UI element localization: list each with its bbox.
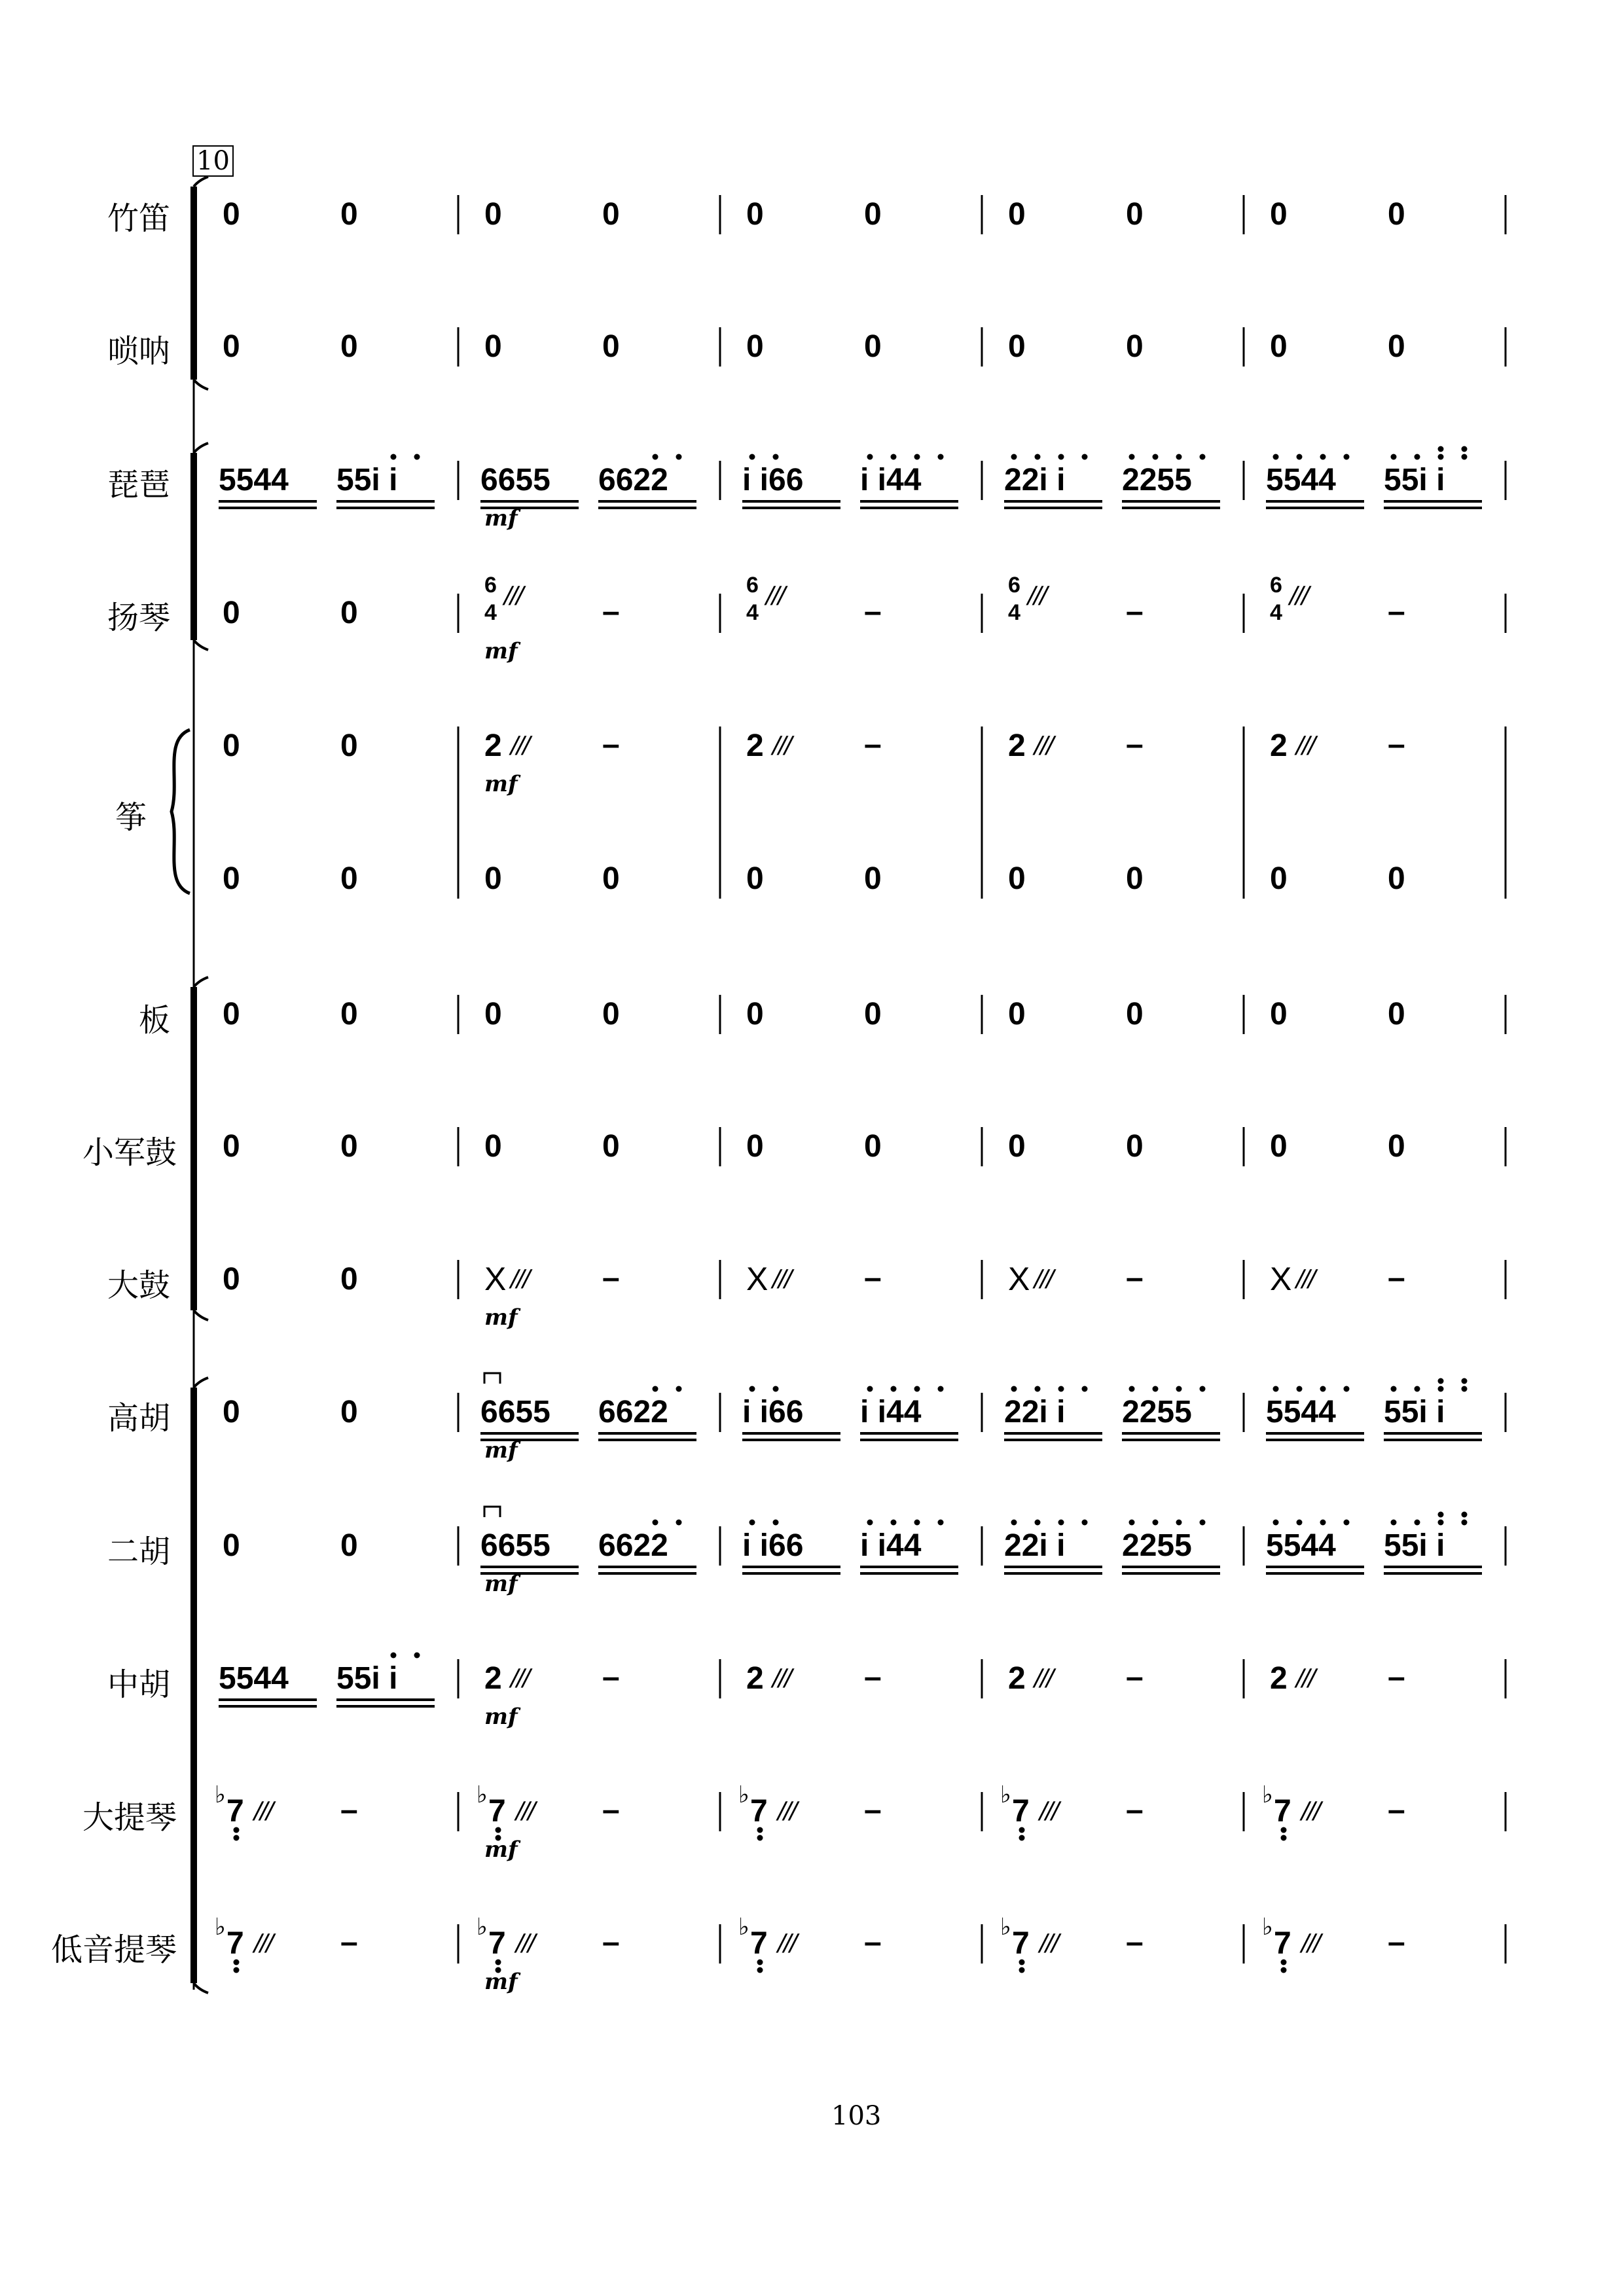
dizi-m2-b2: 0 xyxy=(602,197,620,232)
instrument-label-double-bass: 低音提琴 xyxy=(50,1931,177,1968)
gaohu-m5-g1: 5544 xyxy=(1266,1395,1336,1429)
cello-m1-flat: ♭ xyxy=(215,1782,226,1808)
double-bass-m1-note: 7 xyxy=(226,1926,244,1961)
suona-m3-b2: 0 xyxy=(864,329,882,364)
double-bass-m4-tremolo: /// xyxy=(1039,1929,1058,1956)
cello-m2-dash: – xyxy=(602,1793,620,1827)
double-bass-m4-dash: – xyxy=(1126,1925,1144,1960)
double-bass-m5-flat: ♭ xyxy=(1262,1914,1273,1941)
yangqin-m2-chord-top: 6 xyxy=(484,573,497,598)
zhonghu-m2-tremolo: /// xyxy=(511,1664,529,1691)
yangqin-m5-tremolo: /// xyxy=(1290,582,1308,609)
double-bass-m2-flat: ♭ xyxy=(477,1914,488,1941)
rhythm-underlines xyxy=(219,501,1482,1706)
double-bass-m2-dash: – xyxy=(602,1925,620,1960)
zhonghu-m3-dash: – xyxy=(864,1660,882,1695)
gaohu-m4-g2: 2255 xyxy=(1122,1395,1192,1429)
gaohu-m5-g2: 55i i xyxy=(1384,1395,1445,1429)
yangqin-m2-chord-bottom: 4 xyxy=(484,600,497,625)
bass-drum-m5-tremolo: /// xyxy=(1296,1265,1314,1292)
ban-m1-b1: 0 xyxy=(223,997,240,1031)
cello-m3-dash: – xyxy=(864,1793,882,1827)
erhu-m3-g2: i i44 xyxy=(860,1528,922,1563)
bass-drum-m4-dash: – xyxy=(1126,1261,1144,1295)
cello-m1-dash: – xyxy=(340,1793,358,1827)
zhonghu-m3-tremolo: /// xyxy=(772,1664,791,1691)
snare-m5-b1: 0 xyxy=(1270,1129,1288,1164)
bass-drum-m1-b1: 0 xyxy=(223,1262,240,1297)
bass-drum-m3-tremolo: /// xyxy=(772,1265,791,1292)
erhu-m5-g2: 55i i xyxy=(1384,1528,1445,1563)
snare-m2-b1: 0 xyxy=(484,1129,502,1164)
ban-m2-b2: 0 xyxy=(602,997,620,1031)
erhu-m2-g2: 6622 xyxy=(598,1528,668,1563)
suona-m2-b2: 0 xyxy=(602,329,620,364)
snare-m2-b2: 0 xyxy=(602,1129,620,1164)
zhonghu-m3: 2 xyxy=(746,1661,764,1696)
instrument-label-cello: 大提琴 xyxy=(82,1799,177,1836)
gaohu-m3-g2: i i44 xyxy=(860,1395,922,1429)
yangqin-m1-b2: 0 xyxy=(340,596,358,630)
zheng-upper-m5-tremolo: /// xyxy=(1296,732,1314,759)
gaohu-m4-g1: 22i i xyxy=(1004,1395,1066,1429)
pipa-m2-g1: 6655 xyxy=(480,463,550,497)
suona-m1-b2: 0 xyxy=(340,329,358,364)
ban-m3-b1: 0 xyxy=(746,997,764,1031)
cello-m1-note: 7 xyxy=(226,1794,244,1829)
erhu-m1-b2: 0 xyxy=(340,1528,358,1563)
gaohu-m2-g2: 6622 xyxy=(598,1395,668,1429)
yangqin-m4-dash: – xyxy=(1126,594,1144,629)
yangqin-m3-tremolo: /// xyxy=(766,582,784,609)
zhonghu-m5-tremolo: /// xyxy=(1296,1664,1314,1691)
zheng-upper-m1-b2: 0 xyxy=(340,728,358,763)
bass-drum-m2-x: X xyxy=(484,1261,507,1297)
cello-m5-dash: – xyxy=(1388,1793,1405,1827)
suona-m1-b1: 0 xyxy=(223,329,240,364)
gaohu-m1-b1: 0 xyxy=(223,1395,240,1429)
suona-m2-b1: 0 xyxy=(484,329,502,364)
zheng-lower-m5-b2: 0 xyxy=(1388,861,1405,896)
erhu-m4-g2: 2255 xyxy=(1122,1528,1192,1563)
ban-m1-b2: 0 xyxy=(340,997,358,1031)
suona-m4-b2: 0 xyxy=(1126,329,1144,364)
ban-m5-b2: 0 xyxy=(1388,997,1405,1031)
pipa-m3-g2: i i44 xyxy=(860,463,922,497)
zheng-upper-m3-tremolo: /// xyxy=(772,732,791,759)
double-bass-m5-tremolo: /// xyxy=(1301,1929,1320,1956)
cello-m3-note: 7 xyxy=(750,1794,768,1829)
cello-m5-tremolo: /// xyxy=(1301,1797,1320,1824)
ban-m4-b1: 0 xyxy=(1008,997,1026,1031)
bass-drum-m2-dash: – xyxy=(602,1261,620,1295)
instrument-label-zhonghu: 中胡 xyxy=(107,1666,170,1703)
zhonghu-m5: 2 xyxy=(1270,1661,1288,1696)
instrument-label-yangqin: 扬琴 xyxy=(107,600,170,636)
double-bass-m4-note: 7 xyxy=(1012,1926,1030,1961)
cello-m5-flat: ♭ xyxy=(1262,1782,1273,1808)
double-bass-m4-flat: ♭ xyxy=(1000,1914,1011,1941)
ban-m2-b1: 0 xyxy=(484,997,502,1031)
instrument-label-zheng: 筝 xyxy=(115,799,147,836)
zheng-lower-m4-b1: 0 xyxy=(1008,861,1026,896)
pipa-m1-g1: 5544 xyxy=(219,463,289,497)
double-bass-m3-note: 7 xyxy=(750,1926,768,1961)
snare-m4-b1: 0 xyxy=(1008,1129,1026,1164)
yangqin-m3-chord-top: 6 xyxy=(746,573,759,598)
double-bass-m5-note: 7 xyxy=(1274,1926,1291,1961)
gaohu-m2-g1: 6655 xyxy=(480,1395,550,1429)
snare-m3-b1: 0 xyxy=(746,1129,764,1164)
dizi-m4-b1: 0 xyxy=(1008,197,1026,232)
brace-zheng xyxy=(171,730,190,893)
suona-m5-b1: 0 xyxy=(1270,329,1288,364)
bass-drum-m2-tremolo: /// xyxy=(511,1265,529,1292)
zheng-upper-m2-tremolo: /// xyxy=(511,732,529,759)
erhu-dynamic: mf xyxy=(484,1571,518,1597)
yangqin-m4-tremolo: /// xyxy=(1028,582,1046,609)
instrument-label-ban: 板 xyxy=(138,1002,170,1039)
double-bass-m3-tremolo: /// xyxy=(778,1929,796,1956)
octave-dots xyxy=(234,446,1468,1973)
suona-m3-b1: 0 xyxy=(746,329,764,364)
yangqin-m5-dash: – xyxy=(1388,594,1405,629)
double-bass-m5-dash: – xyxy=(1388,1925,1405,1960)
double-bass-m2-tremolo: /// xyxy=(516,1929,534,1956)
erhu-m3-g1: i i66 xyxy=(742,1528,804,1563)
zheng-upper-m5-dash: – xyxy=(1388,727,1405,762)
zheng-upper-m3: 2 xyxy=(746,728,764,763)
double-bass-m3-flat: ♭ xyxy=(738,1914,749,1941)
gaohu-m1-b2: 0 xyxy=(340,1395,358,1429)
snare-m1-b1: 0 xyxy=(223,1129,240,1164)
zheng-lower-m3-b2: 0 xyxy=(864,861,882,896)
ban-m4-b2: 0 xyxy=(1126,997,1144,1031)
dizi-m4-b2: 0 xyxy=(1126,197,1144,232)
zhonghu-m4-dash: – xyxy=(1126,1660,1144,1695)
yangqin-dynamic: mf xyxy=(484,638,518,664)
zheng-lower-m3-b1: 0 xyxy=(746,861,764,896)
double-bass-m3-dash: – xyxy=(864,1925,882,1960)
bass-drum-dynamic: mf xyxy=(484,1304,518,1331)
erhu-m4-g1: 22i i xyxy=(1004,1528,1066,1563)
zheng-lower-m2-b2: 0 xyxy=(602,861,620,896)
bass-drum-m5-x: X xyxy=(1270,1261,1292,1297)
zhonghu-m2: 2 xyxy=(484,1661,502,1696)
instrument-label-bass-drum: 大鼓 xyxy=(107,1267,170,1304)
instrument-label-snare: 小军鼓 xyxy=(82,1134,177,1171)
zheng-upper-m3-dash: – xyxy=(864,727,882,762)
cello-dynamic: mf xyxy=(484,1837,518,1863)
snare-m5-b2: 0 xyxy=(1388,1129,1405,1164)
bass-drum-m4-tremolo: /// xyxy=(1034,1265,1053,1292)
suona-m4-b1: 0 xyxy=(1008,329,1026,364)
zheng-upper-m4-tremolo: /// xyxy=(1034,732,1053,759)
zheng-upper-m1-b1: 0 xyxy=(223,728,240,763)
pipa-m4-g2: 2255 xyxy=(1122,463,1192,497)
zhonghu-m4-tremolo: /// xyxy=(1034,1664,1053,1691)
dizi-m5-b2: 0 xyxy=(1388,197,1405,232)
rehearsal-mark: 10 xyxy=(192,145,234,177)
double-bass-m1-flat: ♭ xyxy=(215,1914,226,1941)
zhonghu-m4: 2 xyxy=(1008,1661,1026,1696)
snare-m3-b2: 0 xyxy=(864,1129,882,1164)
instrument-label-gaohu: 高胡 xyxy=(107,1400,170,1437)
cello-m4-dash: – xyxy=(1126,1793,1144,1827)
zheng-lower-m4-b2: 0 xyxy=(1126,861,1144,896)
double-bass-dynamic: mf xyxy=(484,1969,518,1995)
erhu-m2-g1: 6655 xyxy=(480,1528,550,1563)
bass-drum-m3-x: X xyxy=(746,1261,768,1297)
cello-m2-tremolo: /// xyxy=(516,1797,534,1824)
pipa-dynamic: mf xyxy=(484,505,518,531)
cello-m4-tremolo: /// xyxy=(1039,1797,1058,1824)
cello-m3-tremolo: /// xyxy=(778,1797,796,1824)
yangqin-m4-chord-top: 6 xyxy=(1008,573,1020,598)
pipa-m1-g2: 55i i xyxy=(336,463,398,497)
dizi-m3-b2: 0 xyxy=(864,197,882,232)
cello-m2-flat: ♭ xyxy=(477,1782,488,1808)
cello-m4-note: 7 xyxy=(1012,1794,1030,1829)
zheng-dynamic: mf xyxy=(484,771,518,797)
snare-m1-b2: 0 xyxy=(340,1129,358,1164)
pipa-m5-g2: 55i i xyxy=(1384,463,1445,497)
pipa-m4-g1: 22i i xyxy=(1004,463,1066,497)
yangqin-m5-chord-bottom: 4 xyxy=(1270,600,1282,625)
zheng-lower-m1-b2: 0 xyxy=(340,861,358,896)
cello-m5-note: 7 xyxy=(1274,1794,1291,1829)
zhonghu-dynamic: mf xyxy=(484,1704,518,1730)
instrument-label-erhu: 二胡 xyxy=(107,1534,170,1570)
dizi-m2-b1: 0 xyxy=(484,197,502,232)
yangqin-m3-dash: – xyxy=(864,594,882,629)
dizi-m1-b1: 0 xyxy=(223,197,240,232)
zheng-upper-m2: 2 xyxy=(484,728,502,763)
gaohu-m3-g1: i i66 xyxy=(742,1395,804,1429)
zhonghu-m1-g1: 5544 xyxy=(219,1661,289,1696)
yangqin-m3-chord-bottom: 4 xyxy=(746,600,759,625)
double-bass-m1-dash: – xyxy=(340,1925,358,1960)
bass-drum-m4-x: X xyxy=(1008,1261,1030,1297)
instrument-label-suona: 唢呐 xyxy=(107,333,170,370)
zhonghu-m5-dash: – xyxy=(1388,1660,1405,1695)
zheng-upper-m2-dash: – xyxy=(602,727,620,762)
cello-m4-flat: ♭ xyxy=(1000,1782,1011,1808)
double-bass-m1-tremolo: /// xyxy=(254,1929,272,1956)
pipa-m2-g2: 6622 xyxy=(598,463,668,497)
yangqin-m2-dash: – xyxy=(602,594,620,629)
double-bass-m2-note: 7 xyxy=(488,1926,506,1961)
pipa-m5-g1: 5544 xyxy=(1266,463,1336,497)
yangqin-m5-chord-top: 6 xyxy=(1270,573,1282,598)
zheng-upper-m5: 2 xyxy=(1270,728,1288,763)
zhonghu-m2-dash: – xyxy=(602,1660,620,1695)
suona-m5-b2: 0 xyxy=(1388,329,1405,364)
bass-drum-m1-b2: 0 xyxy=(340,1262,358,1297)
erhu-m1-b1: 0 xyxy=(223,1528,240,1563)
bass-drum-m5-dash: – xyxy=(1388,1261,1405,1295)
page-number: 103 xyxy=(831,2101,882,2131)
zheng-lower-m2-b1: 0 xyxy=(484,861,502,896)
barlines xyxy=(458,195,1506,1964)
dizi-m5-b1: 0 xyxy=(1270,197,1288,232)
gaohu-dynamic: mf xyxy=(484,1437,518,1463)
erhu-m5-g1: 5544 xyxy=(1266,1528,1336,1563)
cello-m3-flat: ♭ xyxy=(738,1782,749,1808)
ban-m3-b2: 0 xyxy=(864,997,882,1031)
dizi-m1-b2: 0 xyxy=(340,197,358,232)
zheng-lower-m5-b1: 0 xyxy=(1270,861,1288,896)
zheng-lower-m1-b1: 0 xyxy=(223,861,240,896)
yangqin-m4-chord-bottom: 4 xyxy=(1008,600,1020,625)
zheng-upper-m4-dash: – xyxy=(1126,727,1144,762)
bass-drum-m3-dash: – xyxy=(864,1261,882,1295)
zhonghu-m1-g2: 55i i xyxy=(336,1661,398,1696)
yangqin-m2-tremolo: /// xyxy=(504,582,522,609)
instrument-label-dizi: 竹笛 xyxy=(107,200,170,237)
cello-m1-tremolo: /// xyxy=(254,1797,272,1824)
dizi-m3-b1: 0 xyxy=(746,197,764,232)
zheng-upper-m4: 2 xyxy=(1008,728,1026,763)
cello-m2-note: 7 xyxy=(488,1794,506,1829)
instrument-label-pipa: 琵琶 xyxy=(107,467,170,503)
yangqin-m1-b1: 0 xyxy=(223,596,240,630)
snare-m4-b2: 0 xyxy=(1126,1129,1144,1164)
ban-m5-b1: 0 xyxy=(1270,997,1288,1031)
pipa-m3-g1: i i66 xyxy=(742,463,804,497)
